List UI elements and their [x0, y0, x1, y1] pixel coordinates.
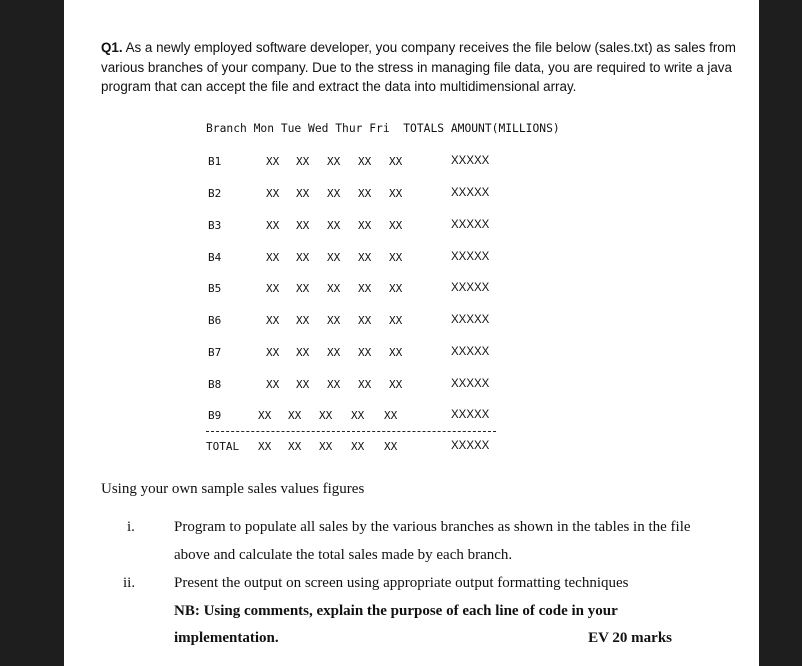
branch-label: B8 — [208, 378, 222, 391]
branch-label: B9 — [208, 409, 222, 422]
branch-total: XXXXX — [451, 155, 490, 167]
item-numeral-1: i. — [127, 519, 135, 535]
marks-label: EV 20 marks — [588, 630, 672, 646]
question-label: Q1. — [101, 40, 123, 55]
sales-cell: XX — [266, 219, 280, 232]
sales-cell: XX — [266, 187, 280, 200]
branch-total: XXXXX — [451, 251, 490, 263]
sales-cell: XX — [296, 282, 310, 295]
sales-cell: XX — [296, 155, 310, 168]
table-row — [206, 187, 626, 203]
sales-cell: XX — [266, 314, 280, 327]
sales-cell: XX — [389, 378, 403, 391]
branch-label: B1 — [208, 155, 222, 168]
item-2-line-1: Present the output on screen using appropriate output formatting techniques — [174, 575, 629, 591]
sales-cell: XX — [358, 314, 372, 327]
item-1-line-1: Program to populate all sales by the various branches as shown in the tables in the file — [174, 519, 691, 535]
sales-cell: XX — [288, 440, 302, 453]
branch-total: XXXXX — [451, 409, 490, 421]
branch-label: B6 — [208, 314, 222, 327]
sales-cell: XX — [358, 155, 372, 168]
sales-cell: XX — [327, 187, 341, 200]
sales-cell: XX — [384, 409, 398, 422]
branch-label: B7 — [208, 346, 222, 359]
table-total-row — [206, 440, 626, 456]
table-row — [206, 378, 626, 394]
table-row — [206, 346, 626, 362]
sales-cell: XX — [266, 251, 280, 264]
branch-total: XXXXX — [451, 187, 490, 199]
sales-cell: XX — [266, 378, 280, 391]
branch-total: XXXXX — [451, 219, 490, 231]
sales-cell: XX — [296, 346, 310, 359]
instructions-intro: Using your own sample sales values figures — [101, 481, 365, 497]
item-1-line-2: above and calculate the total sales made by each branch. — [174, 547, 513, 563]
table-row — [206, 219, 626, 235]
sales-cell: XX — [389, 314, 403, 327]
table-row — [206, 282, 626, 298]
sales-cell: XX — [319, 409, 333, 422]
sales-cell: XX — [296, 251, 310, 264]
sales-cell: XX — [351, 409, 365, 422]
document-page — [64, 0, 759, 666]
branch-label: TOTAL — [206, 440, 240, 453]
sales-cell: XX — [358, 378, 372, 391]
table-row — [206, 314, 626, 330]
sales-cell: XX — [358, 251, 372, 264]
branch-total: XXXXX — [451, 378, 490, 390]
sales-cell: XX — [389, 155, 403, 168]
branch-label: B3 — [208, 219, 222, 232]
sales-cell: XX — [266, 155, 280, 168]
question-text: As a newly employed software developer, you company receives the file below (sales.txt) as sales from various branches of your company. Due to the stress in managing file data, you are required to write a java program that can accept the file and extract the data into multidimensional array. — [101, 40, 736, 94]
sales-cell: XX — [296, 219, 310, 232]
sales-cell: XX — [389, 219, 403, 232]
sales-cell: XX — [258, 409, 272, 422]
table-separator — [206, 431, 496, 432]
question-paragraph — [101, 38, 741, 97]
table-row — [206, 155, 626, 171]
branch-label: B5 — [208, 282, 222, 295]
sales-cell: XX — [358, 219, 372, 232]
sales-cell: XX — [319, 440, 333, 453]
sales-cell: XX — [288, 409, 302, 422]
sales-cell: XX — [358, 282, 372, 295]
table-row — [206, 251, 626, 267]
sales-cell: XX — [327, 251, 341, 264]
sales-cell: XX — [389, 346, 403, 359]
sales-cell: XX — [327, 282, 341, 295]
item-2-line-2: NB: Using comments, explain the purpose of each line of code in your — [174, 603, 618, 619]
branch-label: B2 — [208, 187, 222, 200]
table-row — [206, 409, 626, 425]
sales-cell: XX — [389, 251, 403, 264]
branch-label: B4 — [208, 251, 222, 264]
item-2-line-3: implementation. — [174, 630, 279, 646]
sales-cell: XX — [358, 187, 372, 200]
sales-cell: XX — [258, 440, 272, 453]
sales-cell: XX — [327, 314, 341, 327]
sales-cell: XX — [389, 282, 403, 295]
table-header: Branch Mon Tue Wed Thur Fri TOTALS AMOUNT(MILLIONS) — [206, 122, 560, 135]
sales-cell: XX — [389, 187, 403, 200]
branch-total: XXXXX — [451, 314, 490, 326]
branch-total: XXXXX — [451, 282, 490, 294]
sales-cell: XX — [351, 440, 365, 453]
item-numeral-2: ii. — [123, 575, 136, 591]
branch-total: XXXXX — [451, 346, 490, 358]
sales-cell: XX — [327, 346, 341, 359]
sales-cell: XX — [266, 346, 280, 359]
sales-cell: XX — [384, 440, 398, 453]
sales-cell: XX — [266, 282, 280, 295]
sales-cell: XX — [327, 155, 341, 168]
sales-cell: XX — [296, 378, 310, 391]
branch-total: XXXXX — [451, 440, 490, 452]
sales-cell: XX — [327, 378, 341, 391]
sales-cell: XX — [358, 346, 372, 359]
sales-cell: XX — [327, 219, 341, 232]
sales-cell: XX — [296, 187, 310, 200]
sales-cell: XX — [296, 314, 310, 327]
